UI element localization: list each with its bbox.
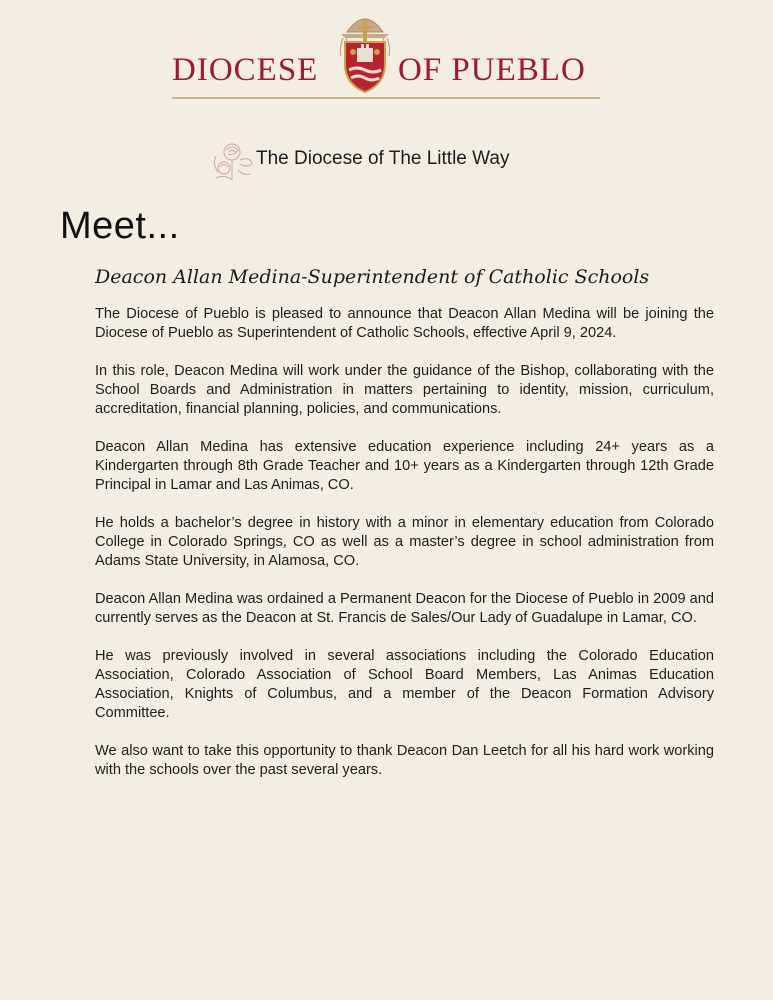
paragraph: He holds a bachelor’s degree in history with a minor in elementary education from Colorado College in Colorado Springs, CO as well as a master’s degree in school administration from Adams State University, in Alamosa, CO. bbox=[95, 515, 714, 569]
brand-name-left: DIOCESE bbox=[172, 52, 319, 88]
rose-icon bbox=[210, 134, 258, 184]
header-divider bbox=[172, 97, 600, 99]
article-subtitle: Deacon Allan Medina-Superintendent of Catholic Schools bbox=[95, 266, 650, 288]
paragraph: He was previously involved in several associations including the Colorado Education Association, Colorado Association of School Board Members, Las Animas Education Association, Knights of Columbus, and a member of the Deacon Formation Advisory Committee. bbox=[95, 648, 714, 721]
paragraph: In this role, Deacon Medina will work under the guidance of the Bishop, collaborating with the School Boards and Administration in matters pertaining to identity, mission, curriculum, accreditation, financial planning, policies, and communications. bbox=[95, 363, 714, 417]
tagline-text: The Diocese of The Little Way bbox=[256, 148, 510, 169]
paragraph: We also want to take this opportunity to thank Deacon Dan Leetch for all his hard work working with the schools over the past several years. bbox=[95, 743, 714, 778]
paragraph: The Diocese of Pueblo is pleased to announce that Deacon Allan Medina will be joining the Diocese of Pueblo as Superintendent of Catholic Schools, effective April 9, 2024. bbox=[95, 306, 714, 341]
paragraph: Deacon Allan Medina was ordained a Permanent Deacon for the Diocese of Pueblo in 2009 and currently serves as the Deacon at St. Francis de Sales/Our Lady of Guadalupe in Lamar, CO. bbox=[95, 591, 715, 626]
brand-name-right: OF PUEBLO bbox=[398, 52, 586, 88]
page-heading: Meet... bbox=[60, 205, 180, 247]
diocese-crest-icon bbox=[333, 8, 397, 96]
paragraph: Deacon Allan Medina has extensive education experience including 24+ years as a Kindergarten through 8th Grade Teacher and 10+ years as a Kindergarten through 12th Grade Principal in Lamar and Las Animas, CO. bbox=[95, 439, 714, 493]
header bbox=[0, 0, 773, 100]
article-body bbox=[95, 305, 714, 799]
